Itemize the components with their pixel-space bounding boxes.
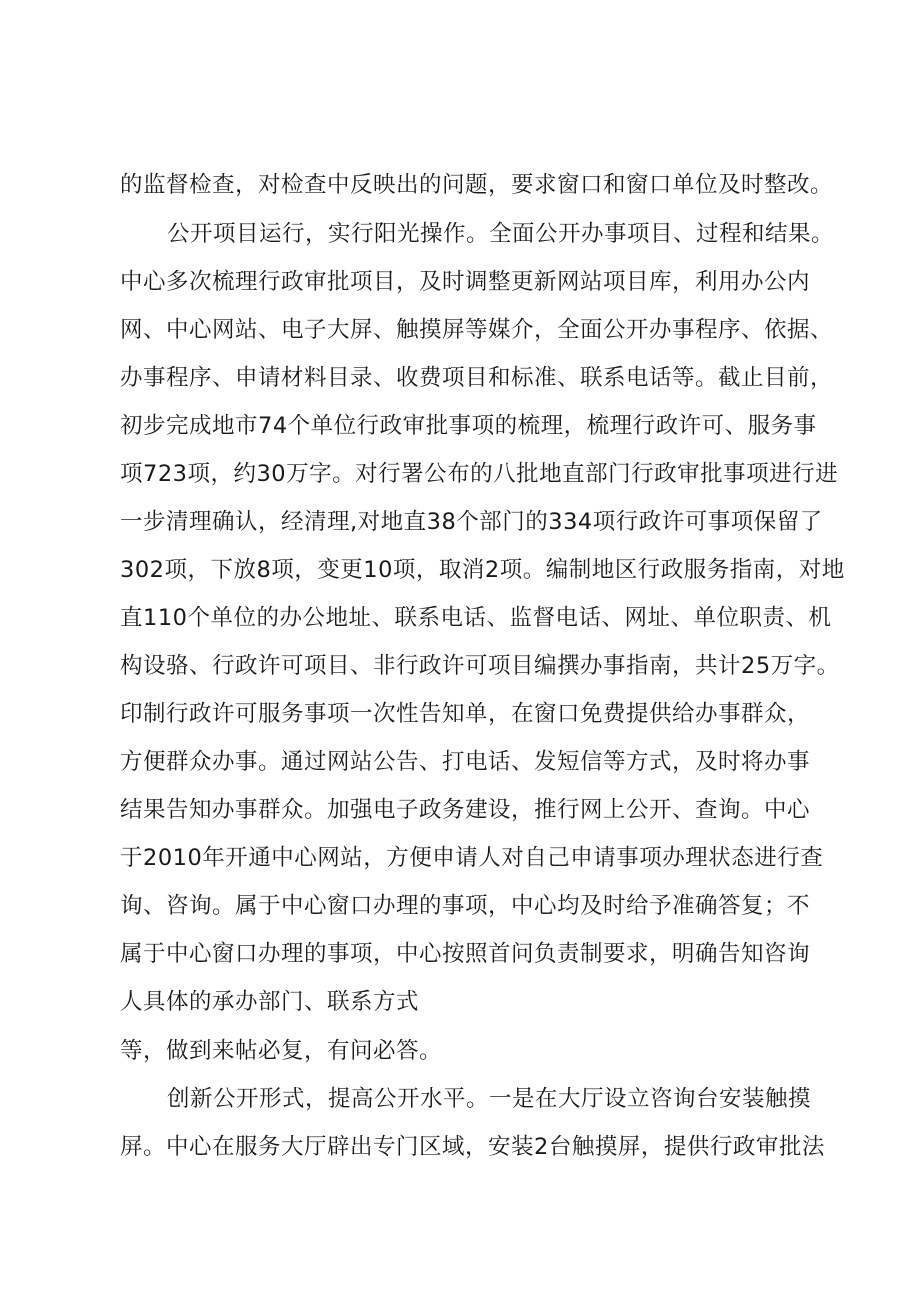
text-line: 印制行政许可服务事项一次性告知单，在窗口免费提供给办事群众， bbox=[120, 701, 811, 727]
text-line: 一步清理确认，经清理,对地直38个部门的334项行政许可事项保留了 bbox=[120, 509, 823, 535]
text-line: 方便群众办事。通过网站公告、打电话、发短信等方式，及时将办事 bbox=[120, 749, 811, 775]
text-line: 办事程序、申请材料目录、收费项目和标准、联系电话等。截止目前， bbox=[120, 365, 834, 391]
text-line: 构设骆、行政许可项目、非行政许可项目编撰办事指南，共计25万字。 bbox=[120, 653, 840, 679]
text-line: 项723项，约30万字。对行署公布的八批地直部门行政审批事项进行进 bbox=[120, 461, 839, 487]
text-line: 屏。中心在服务大厅辟出专门区域，安装2台触摸屏，提供行政审批法 bbox=[120, 1134, 825, 1160]
text-line: 网、中心网站、电子大屏、触摸屏等媒介，全面公开办事程序、依据、 bbox=[120, 317, 834, 343]
text-line: 于2010年开通中心网站，方便申请人对自己申请事项办理状态进行查 bbox=[120, 845, 824, 871]
text-line: 直110个单位的办公地址、联系电话、监督电话、网址、单位职责、机 bbox=[120, 605, 832, 631]
text-line: 询、咨询。属于中心窗口办理的事项，中心均及时给予准确答复；不 bbox=[120, 893, 811, 919]
text-line: 人具体的承办部门、联系方式 bbox=[120, 989, 420, 1015]
text-line: 中心多次梳理行政审批项目，及时调整更新网站项目库，利用办公内 bbox=[120, 269, 811, 295]
text-line: 结果告知办事群众。加强电子政务建设，推行网上公开、查询。中心 bbox=[120, 797, 811, 823]
text-line: 公开项目运行，实行阳光操作。全面公开办事项目、过程和结果。 bbox=[167, 221, 835, 247]
text-line: 302项，下放8项，变更10项，取消2项。编制地区行政服务指南，对地 bbox=[120, 557, 845, 583]
text-line: 初步完成地市74个单位行政审批事项的梳理，梳理行政许可、服务事 bbox=[120, 413, 817, 439]
text-line: 的监督检查，对检查中反映出的问题，要求窗口和窗口单位及时整改。 bbox=[120, 172, 834, 198]
text-line: 属于中心窗口办理的事项，中心按照首问负责制要求，明确告知咨询 bbox=[120, 941, 811, 967]
text-line: 创新公开形式，提高公开水平。一是在大厅设立咨询台安装触摸 bbox=[167, 1086, 812, 1112]
text-line: 等，做到来帖必复，有问必答。 bbox=[120, 1038, 443, 1064]
